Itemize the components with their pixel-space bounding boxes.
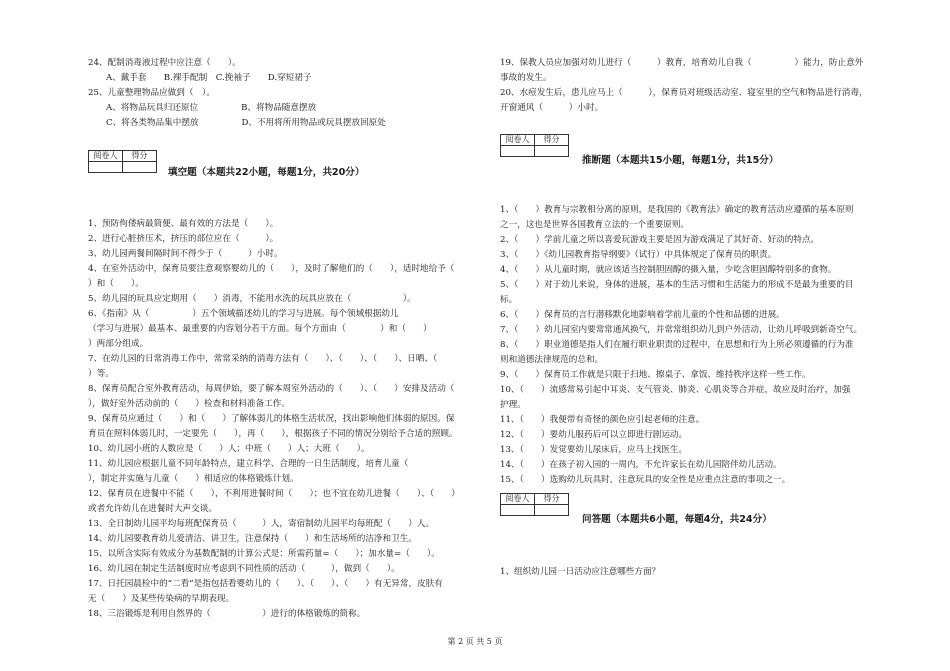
fill-line: 10、幼儿园小班的人数应是（ ）人；中班（ ）人；大班（ ）。 bbox=[88, 444, 370, 454]
fill-line: 18、三浴锻炼是利用自然界的（ ）进行的体格锻炼的简称。 bbox=[88, 609, 366, 619]
judge-line: 15、（ ）选购幼儿玩具时，注意玩具的安全性是应重点注意的事项之一。 bbox=[500, 475, 791, 485]
section-title-qa: 问答题（本题共6小题，每题4分，共24分） bbox=[582, 514, 772, 525]
judge-line: 9、（ ）保育员工作就是只限于扫地、擦桌子、拿饭、维持秩序这样一些工作。 bbox=[500, 370, 811, 380]
section-title-fill-in: 填空题（本题共22小题，每题1分，共20分） bbox=[168, 167, 365, 178]
qa-line: 1、组织幼儿园一日活动应注意哪些方面？ bbox=[500, 567, 661, 577]
fill-line: 17、日托园晨检中的“二看”是指包括看婴幼儿的（ ）、（ ）、（ ）有无异常，皮肤有 bbox=[88, 579, 443, 589]
page-footer: 第 2 页 共 5 页 bbox=[447, 637, 503, 646]
score-cell[interactable] bbox=[535, 146, 569, 157]
fill-line: 9、保育员应通过（ ）和（ ）了解体弱儿的体格生活状况，找出影响他们体弱的原因。保 bbox=[88, 414, 455, 424]
judge-line: 标。 bbox=[500, 295, 518, 305]
fill-line: 1、预防佝偻病最简便、最有效的方法是（ ）。 bbox=[88, 219, 279, 229]
score-box bbox=[88, 150, 157, 173]
fill-line: 2、进行心脏挤压术，挤压的部位应在（ ）。 bbox=[88, 234, 279, 244]
question-24-options: A、戴手套 B.裸手配制 C.挽袖子 D.穿短裙子 bbox=[106, 73, 312, 83]
fill-line: 7、在幼儿园的日常消毒工作中，常常采纳的消毒方法有（ ）、（ ）、（ ）、日晒、（ bbox=[88, 354, 446, 364]
judge-line: 8、（ ）职业道德是指人们在履行职业职责的过程中，在思想和行为上所必须遵循的行为准 bbox=[500, 340, 854, 350]
question-20: 20、水痘发生后，患儿应马上（ ），保育员对班级活动室、寝室里的空气和物品进行消毒， bbox=[500, 88, 868, 98]
question-25-options-ab: A、将物品玩具归还原位 B、将物品随意摆放 bbox=[106, 103, 317, 113]
fill-line: 16、幼儿园在制定生活制度时应考虑到不同性质的活动（ ），做到（ ）。 bbox=[88, 564, 400, 574]
score-label: 得分 bbox=[535, 135, 569, 146]
score-cell[interactable] bbox=[535, 505, 569, 516]
judge-line: 10、（ ）流感常易引起中耳炎、支气管炎、肺炎、心肌炎等合并症，故应及时治疗，加强 bbox=[500, 385, 851, 395]
fill-line: 无（ ）及某些传染病的早期表现。 bbox=[88, 594, 235, 604]
fill-line: 14、幼儿园要教育幼儿爱清洁、讲卫生，注意保持（ ）和生活场所的洁净和卫生。 bbox=[88, 534, 417, 544]
score-box bbox=[500, 134, 569, 157]
question-25: 25、儿童整理物品应做到（ ）。 bbox=[88, 88, 215, 98]
fill-line: ），制定并实施与儿童（ ）相适应的体格锻炼计划。 bbox=[88, 474, 299, 484]
fill-line: 12、保育员在进餐中不能（ ），不利用进餐时间（ ）；也不宜在幼儿进餐（ ）、（ ） bbox=[88, 489, 460, 499]
fill-line: 8、保育员配合室外教育活动，每周伊始，要了解本周室外活动的（ ）、（ ）安排及活动（ bbox=[88, 384, 455, 394]
judge-line: 14、（ ）在孩子初入园的一周内，不允许家长在幼儿园陪伴幼儿活动。 bbox=[500, 460, 782, 470]
fill-line: 育员在照料体弱儿时，一定要先（ ），再（ ），根据孩子不同的情况分别给予合适的照顾。 bbox=[88, 429, 458, 439]
score-label: 得分 bbox=[123, 151, 157, 162]
fill-line: ），做好室外活动前的（ ）检查和材料准备工作。 bbox=[88, 399, 290, 409]
judge-line: 2、（ ）学前儿童之所以喜爱玩游戏主要是因为游戏满足了其好奇、好动的特点。 bbox=[500, 235, 820, 245]
judge-line: 6、（ ）保育员的言行潜移默化地影响着学前儿童的个性和品德的进展。 bbox=[500, 310, 785, 320]
score-box bbox=[500, 493, 569, 516]
question-24: 24、配制消毒液过程中应注意（ ）。 bbox=[88, 58, 241, 68]
fill-line: 11、幼儿园应根据儿童不同年龄特点，建立科学、合理的一日生活制度，培育儿童（ bbox=[88, 459, 435, 469]
score-label: 得分 bbox=[535, 494, 569, 505]
judge-line: 13、（ ）发觉要幼儿尿床后，应马上找医生。 bbox=[500, 445, 688, 455]
judge-line: 3、（ ）《幼儿园教育指导纲要》（试行）中具体规定了保育员的职责。 bbox=[500, 250, 777, 260]
reviewer-cell[interactable] bbox=[501, 146, 535, 157]
fill-line: ）和（ ）。 bbox=[88, 279, 144, 289]
question-25-options-cd: C、将各类物品集中摆放 D、不用将所用物品或玩具摆放回原处 bbox=[106, 118, 386, 128]
judge-line: 1、（ ）教育与宗教相分离的原则，是我国的《教育法》确定的教育活动应遵循的基本原则 bbox=[500, 205, 854, 215]
fill-line: 13、全日制幼儿园平均每班配保育员（ ）人，寄宿制幼儿园平均每班配（ ）人。 bbox=[88, 519, 435, 529]
judge-line: 12、（ ）要幼儿服药后可以立即进行剧运动。 bbox=[500, 430, 688, 440]
section-title-judgement: 推断题（本题共15小题，每题1分，共15分） bbox=[582, 155, 779, 166]
reviewer-label: 阅卷人 bbox=[501, 135, 535, 146]
reviewer-cell[interactable] bbox=[501, 505, 535, 516]
judge-line: 则和道德法律规范的总和。 bbox=[500, 355, 604, 365]
judge-line: 4、（ ）从儿童时期，就应该适当控制胆固醇的摄入量，少吃含胆固醇特别多的食物。 bbox=[500, 265, 837, 275]
judge-line: 护理。 bbox=[500, 400, 526, 410]
fill-line: ）等。 bbox=[88, 369, 114, 379]
fill-line: 5、幼儿园的玩具应定期用（ ）消毒，不能用水洗的玩具应放在（ ）。 bbox=[88, 294, 416, 304]
question-19-cont: 事故的发生。 bbox=[500, 73, 552, 83]
fill-line: 3、幼儿园两餐间隔时间不得少于（ ）小时。 bbox=[88, 249, 283, 259]
fill-line: 4、在室外活动中，保育员要注意观察婴幼儿的（ ），及时了解他们的（ ），适时地给予（ bbox=[88, 264, 455, 274]
judge-line: 11、（ ）我便带有奇怪的颜色应引起老师的注意。 bbox=[500, 415, 705, 425]
fill-line: 15、以所含实际有效成分为基数配制的计算公式是：所需药量=（ ）；加水量=（ ）。 bbox=[88, 549, 440, 559]
fill-line: 6、《指南》从（ ）五个领域描述幼儿的学习与进展。每个领域根据幼儿 bbox=[88, 309, 399, 319]
reviewer-cell[interactable] bbox=[89, 162, 123, 173]
judge-line: 之一，这也是世界各国教育立法的一个重要原则。 bbox=[500, 220, 690, 230]
fill-line: ）两部分组成。 bbox=[88, 339, 149, 349]
reviewer-label: 阅卷人 bbox=[89, 151, 123, 162]
fill-line: 或者允许幼儿在进餐时大声交谈。 bbox=[88, 504, 217, 514]
score-cell[interactable] bbox=[123, 162, 157, 173]
judge-line: 5、（ ）对于幼儿来说，身体的进展，基本的生活习惯和生活能力的形成不是最为重要的目 bbox=[500, 280, 854, 290]
fill-line: （学习与进展）最基本、最重要的内容划分若干方面。每个方面由（ ）和（ ） bbox=[88, 324, 432, 334]
judge-line: 7、（ ）幼儿园室内要常常通风换气，并常常组织幼儿到户外活动，让幼儿呼吸到新奇空气。 bbox=[500, 325, 863, 335]
question-20-cont: 开窗通风（ ）小时。 bbox=[500, 103, 604, 113]
reviewer-label: 阅卷人 bbox=[501, 494, 535, 505]
question-19: 19、保教人员应加强对幼儿进行（ ）教育，培育幼儿自我（ ）能力，防止意外 bbox=[500, 58, 864, 68]
